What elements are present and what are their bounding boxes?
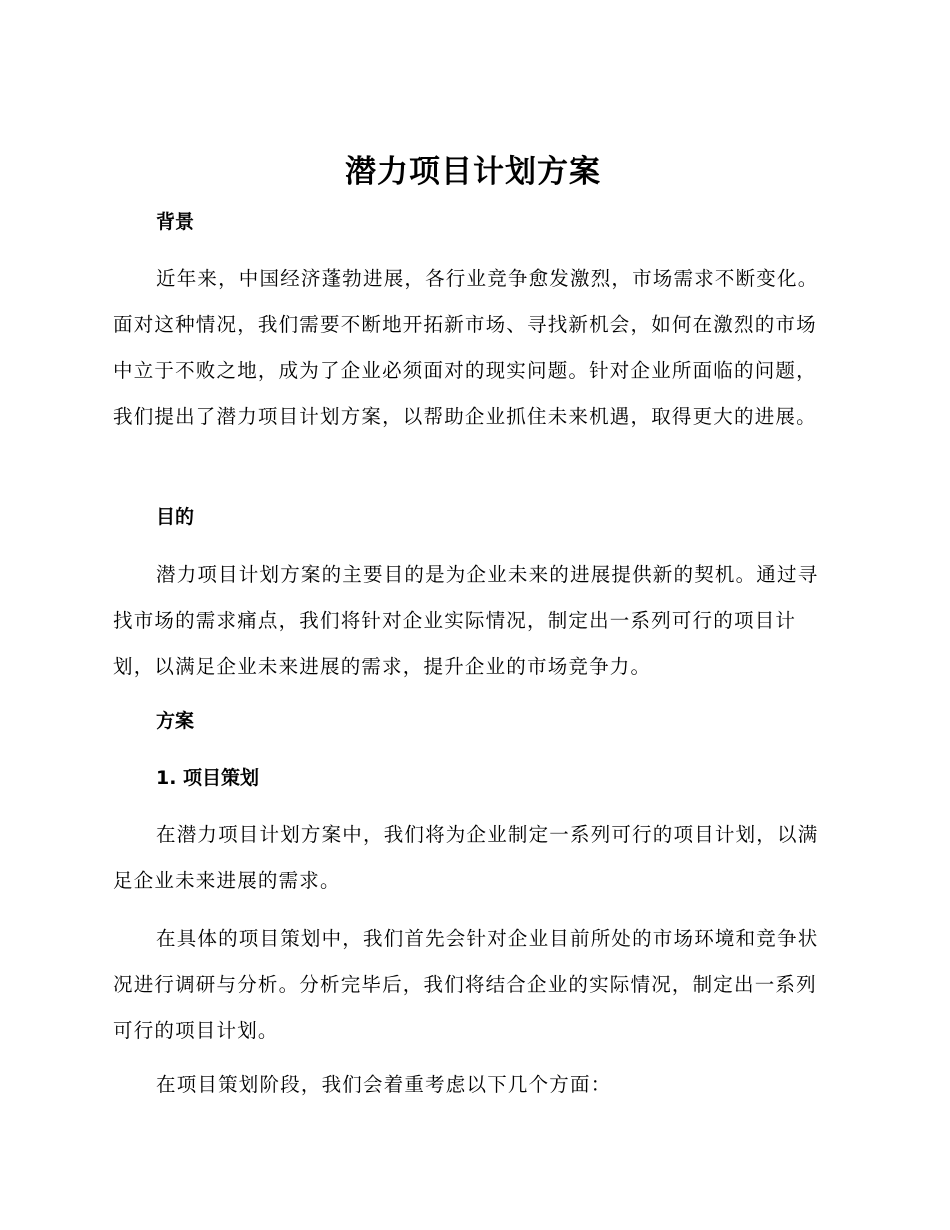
paragraph-plan-1: 在潜力项目计划方案中，我们将为企业制定一系列可行的项目计划，以满足企业未来进展的需求。	[113, 823, 819, 892]
section-heading-purpose: 目的	[156, 506, 195, 528]
document-title: 潜力项目计划方案	[345, 154, 601, 190]
subsection-heading-project-planning: 1. 项目策划	[156, 767, 260, 789]
paragraph-purpose: 潜力项目计划方案的主要目的是为企业未来的进展提供新的契机。通过寻找市场的需求痛点，我们将针对企业实际情况，制定出一系列可行的项目计划，以满足企业未来进展的需求，提升企业的市场竞争力。	[113, 563, 819, 678]
section-heading-plan: 方案	[156, 710, 195, 732]
paragraph-background: 近年来，中国经济蓬勃进展，各行业竞争愈发激烈，市场需求不断变化。面对这种情况，我们需要不断地开拓新市场、寻找新机会，如何在激烈的市场中立于不败之地，成为了企业必须面对的现实问题。针对企业所面临的问题，我们提出了潜力项目计划方案，以帮助企业抓住未来机遇，取得更大的进展。	[113, 267, 819, 428]
paragraph-plan-2: 在具体的项目策划中，我们首先会针对企业目前所处的市场环境和竞争状况进行调研与分析。分析完毕后，我们将结合企业的实际情况，制定出一系列可行的项目计划。	[113, 927, 819, 1042]
section-heading-background: 背景	[156, 211, 195, 233]
paragraph-plan-3: 在项目策划阶段，我们会着重考虑以下几个方面：	[156, 1073, 612, 1096]
